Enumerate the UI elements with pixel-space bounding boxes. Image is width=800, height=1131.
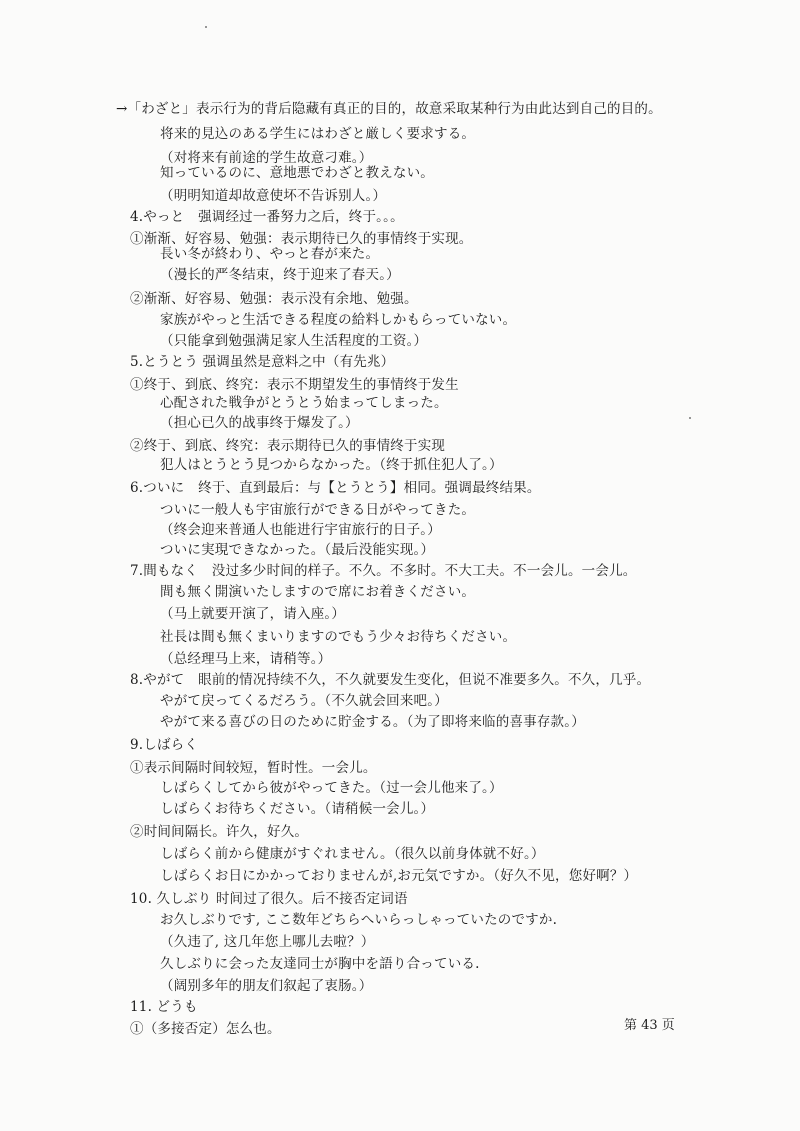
text-line: ①（多接否定）怎么也。: [130, 1021, 281, 1037]
text-line: ②时间间隔长。许久，好久。: [130, 824, 309, 840]
text-line: 心配された戦争がとうとう始まってしまった。: [160, 395, 448, 411]
text-line: 長い冬が終わり、やっと春が来た。: [160, 246, 380, 262]
text-line: （对将来有前途的学生故意刁难。）: [160, 150, 373, 166]
text-line: （只能拿到勉强满足家人生活程度的工资。）: [160, 333, 428, 349]
section-heading: 5.とうとう 强调虽然是意料之中（有先兆）: [130, 354, 395, 370]
text-line: やがて来る喜びの日のために貯金する。（为了即将来临的喜事存款。）: [160, 714, 585, 730]
text-line: （马上就要开演了，请入座。）: [160, 606, 346, 622]
text-line: しばらくお待ちください。（请稍候一会儿。）: [160, 801, 435, 817]
scan-speck: [689, 417, 691, 419]
text-line: （终会迎来普通人也能进行宇宙旅行的日子。）: [160, 522, 441, 538]
text-line: 久しぶりに会った友達同士が胸中を語り合っている.: [160, 956, 480, 972]
text-line: 家族がやっと生活できる程度の給料しかもらっていない。: [160, 312, 517, 328]
scan-speck: [205, 26, 207, 28]
section-heading: 6.ついに 终于、直到最后：与【とうとう】相同。强调最终结果。: [130, 480, 541, 496]
text-line: （久违了, 这几年您上哪儿去啦？）: [160, 934, 375, 950]
text-line: お久しぶりです, ここ数年どちらへいらっしゃっていたのですか.: [160, 912, 558, 928]
text-line: 知っているのに、意地悪でわざと教えない。: [160, 165, 434, 181]
text-line: ②渐渐、好容易、勉强：表示没有余地、勉强。: [130, 291, 418, 307]
section-heading: 10. 久しぶり 时间过了很久。后不接否定词语: [130, 891, 408, 907]
text-line: やがて戻ってくるだろう。（不久就会回来吧。）: [160, 693, 448, 709]
page-number: 第 43 页: [624, 1018, 675, 1033]
text-line: →「わざと」表示行为的背后隐藏有真正的目的，故意采取某种行为由此达到自己的目的。: [116, 101, 662, 117]
text-line: しばらくお日にかかっておりませんが,お元気ですか。（好久不见，您好啊？）: [160, 868, 638, 884]
text-line: 社長は間も無くまいりますのでもう少々お待ちください。: [160, 629, 517, 645]
section-heading: 7.間もなく 没过多少时间的样子。不久。不多时。不大工夫。不一会儿。一会儿。: [130, 563, 637, 579]
text-line: ①终于、到底、终究：表示不期望发生的事情终于发生: [130, 377, 459, 393]
text-line: ついに実現できなかった。（最后没能实现。）: [160, 542, 435, 558]
text-line: 将来的見込のある学生にはわざと厳しく要求する。: [160, 126, 476, 142]
text-line: （明明知道却故意使坏不告诉别人。）: [160, 188, 387, 204]
text-line: ①表示间隔时间较短，暂时性。一会儿。: [130, 760, 377, 776]
text-line: （担心已久的战事终于爆发了。）: [160, 415, 359, 431]
section-heading: 4.やっと 强调经过一番努力之后，终于。。。: [130, 209, 404, 225]
text-line: ②终于、到底、终究：表示期待已久的事情终于实现: [130, 438, 446, 454]
section-heading: 9.しばらく: [130, 737, 199, 753]
section-heading: 11. どうも: [130, 999, 198, 1015]
text-line: ①渐渐、好容易、勉强：表示期待已久的事情终于实现。: [130, 231, 473, 247]
section-heading: 8.やがて 眼前的情况持续不久，不久就要发生变化，但说不准要多久。不久，几乎。: [130, 672, 651, 688]
text-line: （漫长的严冬结束，终于迎来了春天。）: [160, 267, 400, 283]
text-line: 犯人はとうとう見つからなかった。（终于抓住犯人了。）: [160, 457, 503, 473]
text-line: 間も無く開演いたしますので席にお着きください。: [160, 584, 476, 600]
text-line: しばらくしてから彼がやってきた。（过一会儿他来了。）: [160, 780, 503, 796]
text-line: ついに一般人も宇宙旅行ができる日がやってきた。: [160, 502, 476, 518]
text-line: （总经理马上来，请稍等。）: [160, 651, 332, 667]
text-line: （阔别多年的朋友们叙起了衷肠。）: [160, 978, 373, 994]
text-line: しばらく前から健康がすぐれません。（很久以前身体就不好。）: [160, 846, 545, 862]
